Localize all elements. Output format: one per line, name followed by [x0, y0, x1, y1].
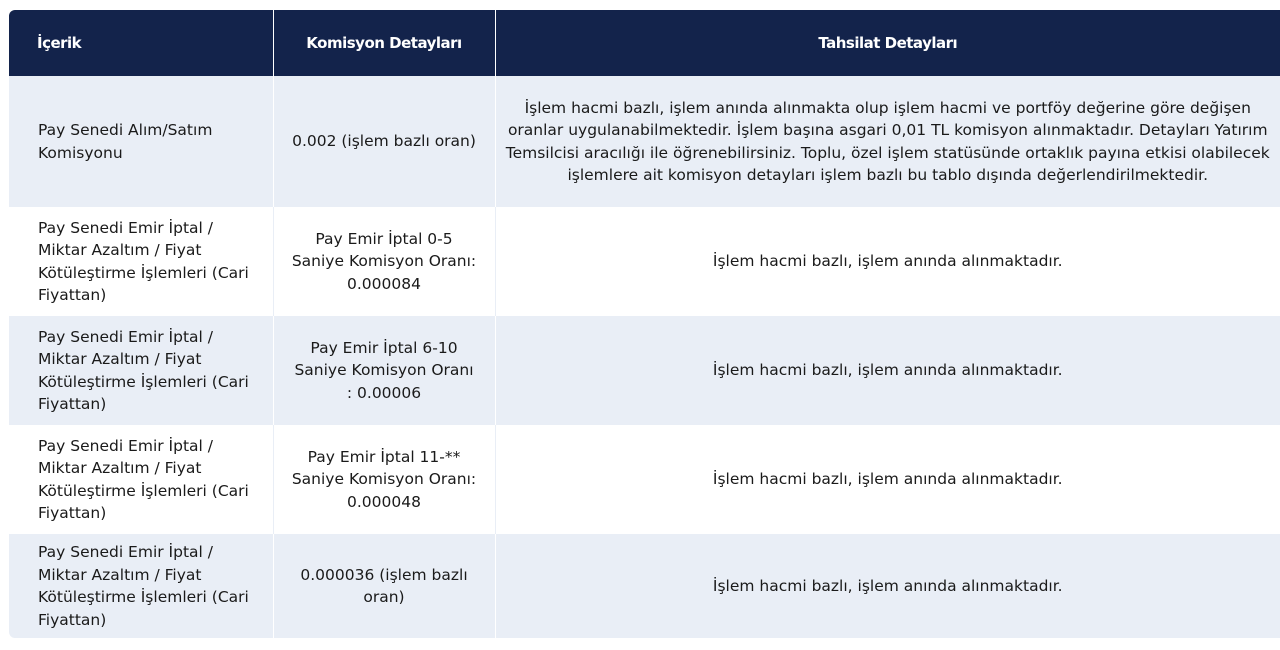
- row-content-cell: Pay Senedi Emir İptal / Miktar Azaltım / Fiyat Kötüleştirme İşlemleri (Cari Fiyattan): [9, 316, 273, 425]
- row-commission-cell: 0.000036 (işlem bazlı oran): [273, 534, 495, 638]
- header-content: İçerik: [9, 10, 273, 76]
- table-header-row: [9, 10, 1280, 76]
- row-content-cell: Pay Senedi Emir İptal / Miktar Azaltım / Fiyat Kötüleştirme İşlemleri (Cari Fiyattan): [9, 425, 273, 534]
- table-row: [9, 76, 1280, 207]
- row-collection-cell: İşlem hacmi bazlı, işlem anında alınmaktadır.: [495, 534, 1280, 638]
- commission-table: [9, 10, 1280, 638]
- row-content-cell: Pay Senedi Emir İptal / Miktar Azaltım / Fiyat Kötüleştirme İşlemleri (Cari Fiyattan): [9, 207, 273, 316]
- row-collection-cell: İşlem hacmi bazlı, işlem anında alınmaktadır.: [495, 425, 1280, 534]
- commission-table-container: [9, 10, 1280, 638]
- row-collection-cell: İşlem hacmi bazlı, işlem anında alınmaktadır.: [495, 316, 1280, 425]
- table-row: [9, 425, 1280, 534]
- row-collection-cell: İşlem hacmi bazlı, işlem anında alınmaktadır.: [495, 207, 1280, 316]
- header-collection-details: Tahsilat Detayları: [495, 10, 1280, 76]
- table-row: [9, 534, 1280, 638]
- row-collection-cell: İşlem hacmi bazlı, işlem anında alınmakta olup işlem hacmi ve portföy değerine göre değişen oranlar uygulanabilmektedir. İşlem başına asgari 0,01 TL komisyon alınmaktadır. Detayları Yatırım Temsilcisi aracılığı ile öğrenebilirsiniz. Toplu, özel işlem statüsünde ortaklık payına etkisi olabilecek işlemlere ait komisyon detayları işlem bazlı bu tablo dışında değerlendirilmektedir.: [495, 76, 1280, 207]
- row-content-cell: Pay Senedi Alım/Satım Komisyonu: [9, 76, 273, 207]
- header-commission-details: Komisyon Detayları: [273, 10, 495, 76]
- table-row: [9, 207, 1280, 316]
- row-commission-cell: Pay Emir İptal 11-** Saniye Komisyon Oranı: 0.000048: [273, 425, 495, 534]
- row-commission-cell: Pay Emir İptal 0-5 Saniye Komisyon Oranı: 0.000084: [273, 207, 495, 316]
- row-commission-cell: 0.002 (işlem bazlı oran): [273, 76, 495, 207]
- row-commission-cell: Pay Emir İptal 6-10 Saniye Komisyon Oranı : 0.00006: [273, 316, 495, 425]
- table-row: [9, 316, 1280, 425]
- row-content-cell: Pay Senedi Emir İptal / Miktar Azaltım / Fiyat Kötüleştirme İşlemleri (Cari Fiyattan): [9, 534, 273, 638]
